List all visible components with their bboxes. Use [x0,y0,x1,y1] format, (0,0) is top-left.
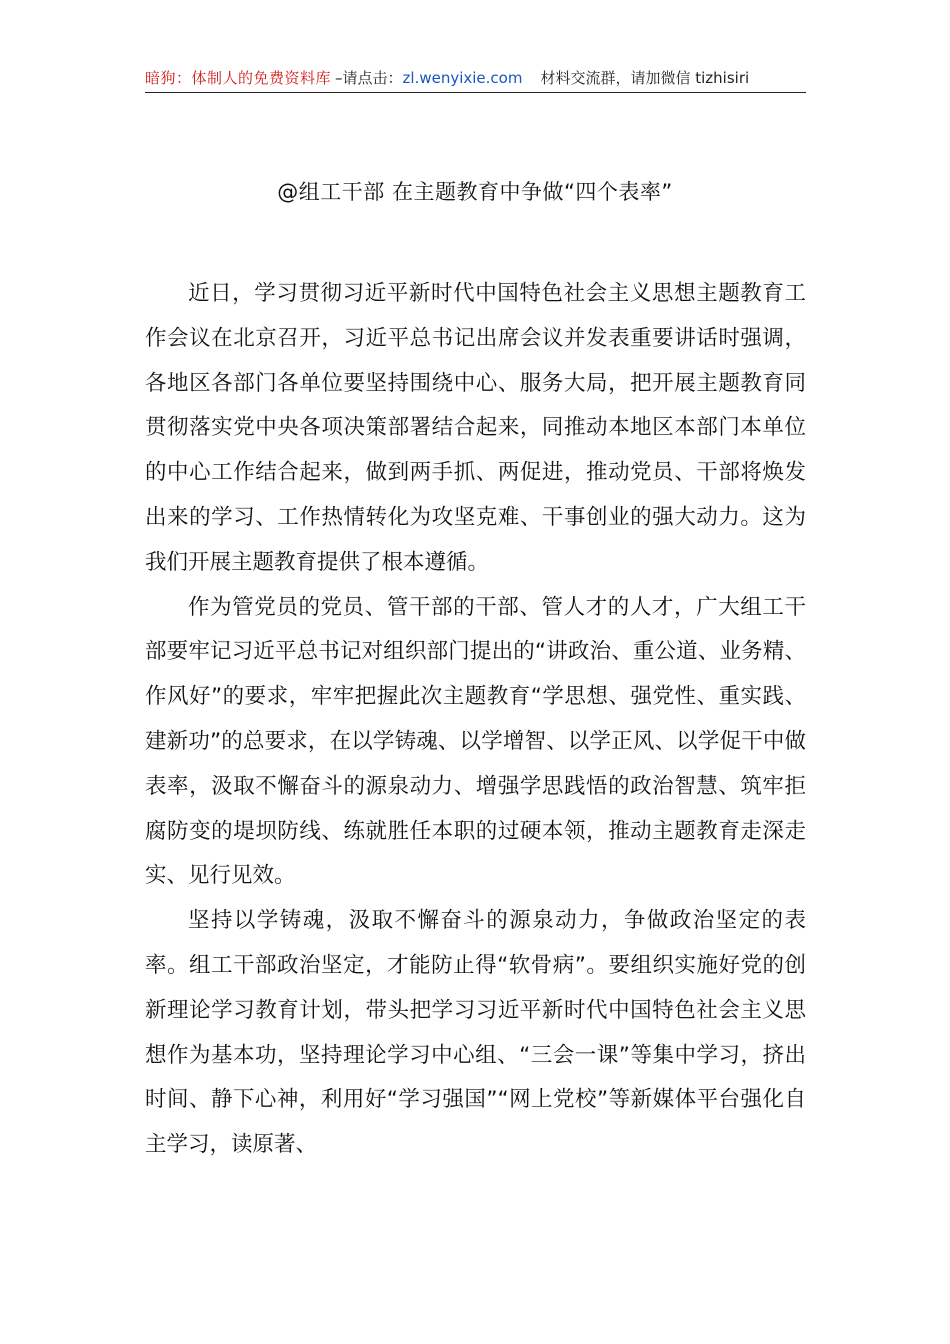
page-header [145,64,806,93]
paragraph-3: 坚持以学铸魂，汲取不懈奋斗的源泉动力，争做政治坚定的表率。组工干部政治坚定，才能防止得“软骨病”。要组织实施好党的创新理论学习教育计划，带头把学习习近平新时代中国特色社会主义思想作为基本功，坚持理论学习中心组、“三会一课”等集中学习，挤出时间、静下心神，利用好“学习强国”“网上党校”等新媒体平台强化自主学习，读原著、 [145,908,806,1158]
article-body [145,272,806,1168]
article-title: @组工干部 在主题教育中争做“四个表率” [277,180,673,204]
header-lead-text: –请点击： [335,69,403,87]
paragraph-2: 作为管党员的党员、管干部的干部、管人才的人才，广大组工干部要牢记习近平总书记对组织部门提出的“讲政治、重公道、业务精、作风好”的要求，牢牢把握此次主题教育“学思想、强党性、重实践、建新功”的总要求，在以学铸魂、以学增智、以学正风、以学促干中做表率，汲取不懈奋斗的源泉动力、增强学思践悟的政治智慧、筑牢拒腐防变的堤坝防线、练就胜任本职的过硬本领，推动主题教育走深走实、见行见效。 [145,594,806,889]
header-group-info: 材料交流群，请加微信 tizhisiri [540,69,750,87]
header-brand: 暗狗：体制人的免费资料库 [145,69,332,87]
paragraph-1: 近日，学习贯彻习近平新时代中国特色社会主义思想主题教育工作会议在北京召开，习近平总书记出席会议并发表重要讲话时强调，各地区各部门各单位要坚持围绕中心、服务大局，把开展主题教育同贯彻落实党中央各项决策部署结合起来，同推动本地区本部门本单位的中心工作结合起来，做到两手抓、两促进，推动党员、干部将焕发出来的学习、工作热情转化为攻坚克难、干事创业的强大动力。这为我们开展主题教育提供了根本遵循。 [145,281,806,575]
header-url-link[interactable]: zl.wenyixie.com [402,69,523,87]
